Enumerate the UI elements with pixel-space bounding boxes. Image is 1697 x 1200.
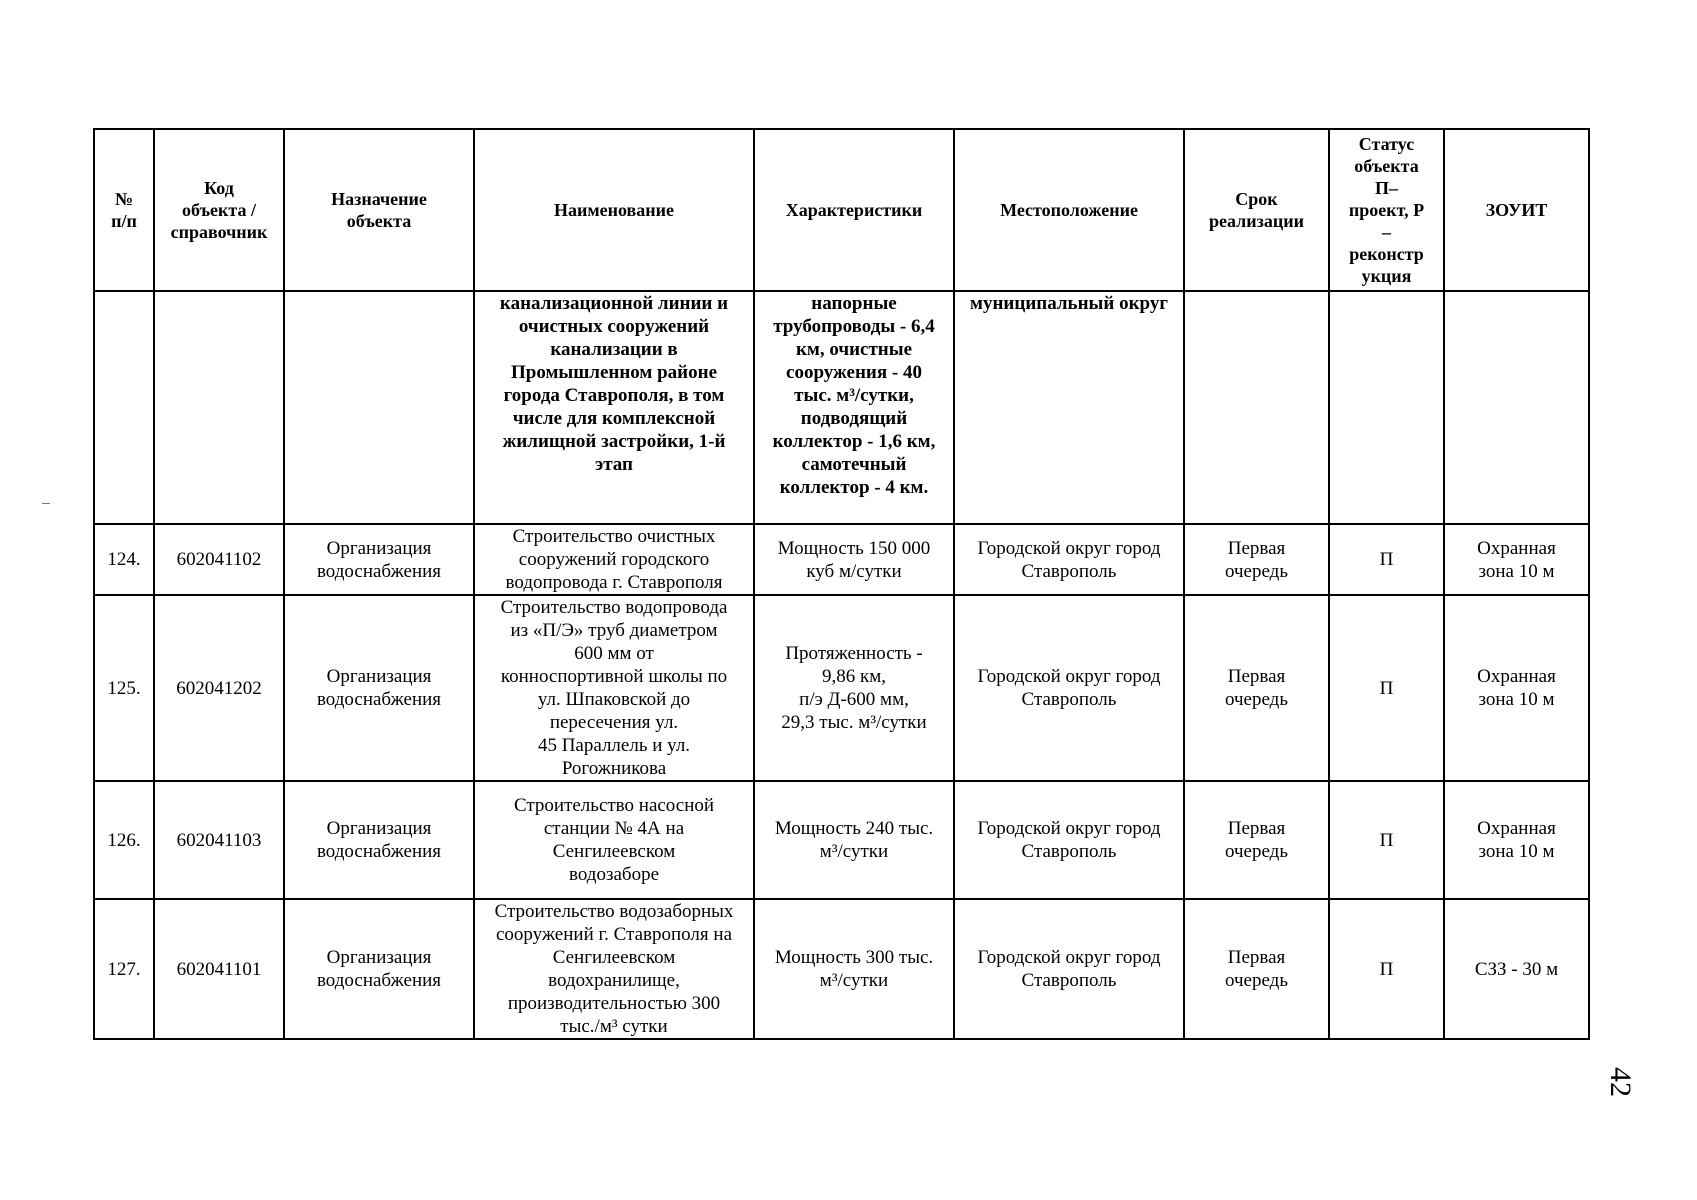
cell-status: П (1329, 595, 1444, 781)
cell-number: 125. (94, 595, 154, 781)
cell-status: П (1329, 524, 1444, 595)
header-object-code: Код объекта / справочник (154, 129, 284, 291)
scan-artifact (42, 503, 50, 504)
cell-location: Городской округ город Ставрополь (954, 524, 1184, 595)
table-row (94, 899, 1589, 1039)
header-term: Срок реализации (1184, 129, 1329, 291)
cell-characteristics: Протяженность - 9,86 км, п/э Д-600 мм, 29,3 тыс. м³/сутки (754, 595, 954, 781)
cell-characteristics: Мощность 150 000 куб м/сутки (754, 524, 954, 595)
cell-location: Городской округ город Ставрополь (954, 899, 1184, 1039)
table-row (94, 781, 1589, 899)
cell-zone (1444, 291, 1589, 524)
table-row (94, 524, 1589, 595)
cell-term: Первая очередь (1184, 899, 1329, 1039)
header-zone: ЗОУИТ (1444, 129, 1589, 291)
cell-name: канализационной линии и очистных сооружений канализации в Промышленном районе города Ставрополя, в том числе для комплексной жилищной застройки, 1-й этап (474, 291, 754, 524)
cell-status: П (1329, 781, 1444, 899)
cell-status: П (1329, 899, 1444, 1039)
cell-number: 124. (94, 524, 154, 595)
cell-purpose: Организация водоснабжения (284, 781, 474, 899)
cell-characteristics: Мощность 240 тыс. м³/сутки (754, 781, 954, 899)
cell-purpose: Организация водоснабжения (284, 899, 474, 1039)
cell-term: Первая очередь (1184, 524, 1329, 595)
document-sheet (93, 128, 1588, 1040)
cell-term: Первая очередь (1184, 781, 1329, 899)
table-header-row (94, 129, 1589, 291)
cell-characteristics: напорные трубопроводы - 6,4 км, очистные сооружения - 40 тыс. м³/сутки, подводящий коллектор - 1,6 км, самотечный коллектор - 4 км. (754, 291, 954, 524)
cell-status (1329, 291, 1444, 524)
cell-term (1184, 291, 1329, 524)
header-status: Статус объекта П– проект, Р – реконстр укция (1329, 129, 1444, 291)
cell-zone: СЗЗ - 30 м (1444, 899, 1589, 1039)
page-number: 42 (1604, 1067, 1637, 1097)
cell-zone: Охранная зона 10 м (1444, 781, 1589, 899)
cell-purpose: Организация водоснабжения (284, 595, 474, 781)
cell-name: Строительство насосной станции № 4А на Сенгилеевском водозаборе (474, 781, 754, 899)
cell-term: Первая очередь (1184, 595, 1329, 781)
cell-location: Городской округ город Ставрополь (954, 595, 1184, 781)
cell-code: 602041202 (154, 595, 284, 781)
cell-code: 602041101 (154, 899, 284, 1039)
cell-purpose: Организация водоснабжения (284, 524, 474, 595)
cell-name: Строительство водозаборных сооружений г. Ставрополя на Сенгилеевском водохранилище, производительностью 300 тыс./м³ сутки (474, 899, 754, 1039)
cell-number: 127. (94, 899, 154, 1039)
cell-code: 602041102 (154, 524, 284, 595)
table-row-continuation (94, 291, 1589, 524)
cell-code (154, 291, 284, 524)
cell-characteristics: Мощность 300 тыс. м³/сутки (754, 899, 954, 1039)
header-purpose: Назначение объекта (284, 129, 474, 291)
cell-zone: Охранная зона 10 м (1444, 595, 1589, 781)
header-characteristics: Характеристики (754, 129, 954, 291)
header-location: Местоположение (954, 129, 1184, 291)
cell-location: муниципальный округ (954, 291, 1184, 524)
cell-code: 602041103 (154, 781, 284, 899)
cell-zone: Охранная зона 10 м (1444, 524, 1589, 595)
cell-name: Строительство очистных сооружений городского водопровода г. Ставрополя (474, 524, 754, 595)
header-name: Наименование (474, 129, 754, 291)
cell-location: Городской округ город Ставрополь (954, 781, 1184, 899)
header-number: № п/п (94, 129, 154, 291)
cell-purpose (284, 291, 474, 524)
cell-number (94, 291, 154, 524)
table-row (94, 595, 1589, 781)
objects-table (93, 128, 1590, 1040)
cell-number: 126. (94, 781, 154, 899)
cell-name: Строительство водопровода из «П/Э» труб диаметром 600 мм от конноспортивной школы по ул. Шпаковской до пересечения ул. 45 Параллель и ул. Рогожникова (474, 595, 754, 781)
